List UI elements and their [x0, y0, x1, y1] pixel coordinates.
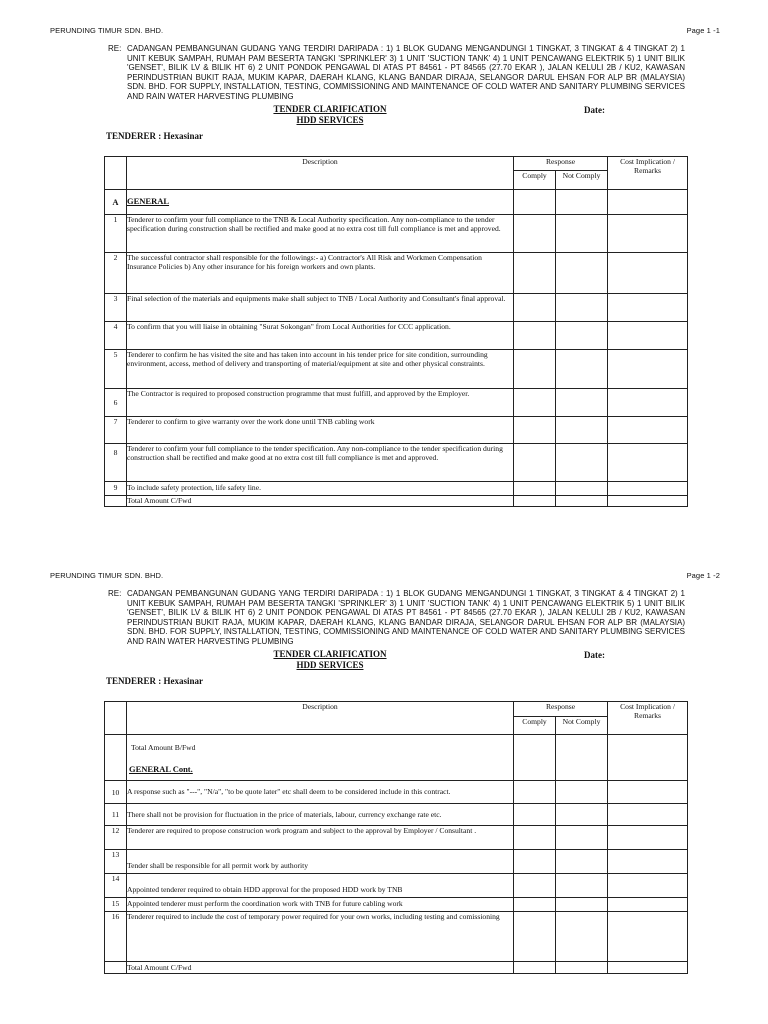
page-number: Page 1 -2	[686, 571, 720, 580]
table-row	[105, 482, 688, 496]
item-number: 6	[105, 389, 127, 417]
not-comply-cell[interactable]	[556, 850, 608, 874]
header-comply: Comply	[514, 171, 556, 190]
total-row	[105, 496, 688, 507]
section-letter: A	[105, 190, 127, 215]
item-description: The Contractor is required to proposed construction programme that must fulfill, and approved by the Employer.	[127, 389, 514, 417]
item-number: 7	[105, 417, 127, 444]
remarks-cell[interactable]	[608, 190, 688, 215]
item-number: 14	[105, 874, 127, 898]
remarks-cell[interactable]	[608, 898, 688, 912]
tenderer-label: TENDERER : Hexasinar	[106, 131, 204, 141]
remarks-cell[interactable]	[608, 389, 688, 417]
clarification-table	[104, 701, 688, 974]
not-comply-cell[interactable]	[556, 190, 608, 215]
table-header-row	[105, 702, 688, 717]
item-description: Appointed tenderer required to obtain HDD approval for the proposed HDD work by TNB	[127, 874, 514, 898]
re-label: RE:	[108, 589, 122, 598]
item-number: 2	[105, 253, 127, 294]
comply-cell[interactable]	[514, 444, 556, 482]
item-description: Tender shall be responsible for all permit work by authority	[127, 850, 514, 874]
header-response: Response	[514, 157, 608, 171]
comply-cell[interactable]	[514, 389, 556, 417]
table-row	[105, 215, 688, 253]
item-number: 11	[105, 804, 127, 826]
table-row	[105, 417, 688, 444]
table-header-row	[105, 157, 688, 171]
not-comply-cell[interactable]	[556, 294, 608, 322]
item-description: Tenderer to confirm your full compliance to the TNB & Local Authority specification. Any non-compliance to the tender specification during construction shall be rectified and make good at no extra cost till full compliance is met and approved.	[127, 215, 514, 253]
header-not-comply: Not Comply	[556, 717, 608, 735]
remarks-cell[interactable]	[608, 735, 688, 781]
table-row	[105, 826, 688, 850]
item-description: To include safety protection, life safety line.	[127, 482, 514, 496]
not-comply-cell[interactable]	[556, 322, 608, 350]
header-cost-implication: Cost Implication / Remarks	[608, 157, 688, 190]
item-description: There shall not be provision for fluctuation in the price of materials, labour, currency exchange rate etc.	[127, 804, 514, 826]
table-row	[105, 253, 688, 294]
comply-cell[interactable]	[514, 962, 556, 974]
total-bfwd-label: Total Amount B/Fwd	[131, 743, 196, 752]
remarks-cell[interactable]	[608, 215, 688, 253]
not-comply-cell[interactable]	[556, 253, 608, 294]
item-number: 8	[105, 444, 127, 482]
page-number: Page 1 -1	[686, 26, 720, 35]
item-description: A response such as "---", "N/a", "to be quote later" etc shall deem to be considered include in this contract.	[127, 781, 514, 804]
not-comply-cell[interactable]	[556, 215, 608, 253]
item-number: 16	[105, 912, 127, 962]
item-number: 3	[105, 294, 127, 322]
item-description: Tenderer to confirm to give warranty over the work done until TNB cabling work	[127, 417, 514, 444]
not-comply-cell[interactable]	[556, 874, 608, 898]
comply-cell[interactable]	[514, 294, 556, 322]
item-description: Appointed tenderer must perform the coordination work with TNB for future cabling work	[127, 898, 514, 912]
comply-cell[interactable]	[514, 190, 556, 215]
remarks-cell[interactable]	[608, 482, 688, 496]
header-description: Description	[127, 702, 514, 735]
remarks-cell[interactable]	[608, 826, 688, 850]
item-description: The successful contractor shall responsible for the followings:- a) Contractor's All Risk and Workmen Compensation Insurance Policies b) Any other insurance for his foreign workers and own plants.	[127, 253, 514, 294]
header-description: Description	[127, 157, 514, 190]
item-number: 5	[105, 350, 127, 389]
header-not-comply: Not Comply	[556, 171, 608, 190]
comply-cell[interactable]	[514, 804, 556, 826]
not-comply-cell[interactable]	[556, 735, 608, 781]
not-comply-cell[interactable]	[556, 389, 608, 417]
remarks-cell[interactable]	[608, 294, 688, 322]
re-label: RE:	[108, 44, 122, 53]
item-number: 1	[105, 215, 127, 253]
section-title: GENERAL	[127, 196, 170, 207]
table-row	[105, 781, 688, 804]
item-number: 9	[105, 482, 127, 496]
not-comply-cell[interactable]	[556, 898, 608, 912]
not-comply-cell[interactable]	[556, 962, 608, 974]
date-label: Date:	[584, 650, 605, 660]
comply-cell[interactable]	[514, 482, 556, 496]
table-row	[105, 294, 688, 322]
tenderer-label: TENDERER : Hexasinar	[106, 676, 204, 686]
remarks-cell[interactable]	[608, 350, 688, 389]
company-name: PERUNDING TIMUR SDN. BHD.	[50, 26, 164, 35]
not-comply-cell[interactable]	[556, 444, 608, 482]
comply-cell[interactable]	[514, 496, 556, 507]
document-title: TENDER CLARIFICATION	[273, 104, 387, 114]
remarks-cell[interactable]	[608, 417, 688, 444]
document-title: TENDER CLARIFICATION	[273, 649, 387, 659]
item-description: Tenderer are required to propose construcion work program and subject to the approval by Employer / Consultant .	[127, 826, 514, 850]
table-row	[105, 850, 688, 874]
comply-cell[interactable]	[514, 898, 556, 912]
remarks-cell[interactable]	[608, 912, 688, 962]
comply-cell[interactable]	[514, 912, 556, 962]
re-description: CADANGAN PEMBANGUNAN GUDANG YANG TERDIRI DARIPADA : 1) 1 BLOK GUDANG MENGANDUNGI 1 TINGKAT, 3 TINGKAT & 4 TINGKAT 2) 1 UNIT KEBUK SAMPAH, RUMAH PAM BESERTA TANGKI 'SPRINKLER' 3) 1 UNIT 'SUCTION TANK' 4) 1 UNIT PENCAWANG ELEKTRIK 5) 1 UNIT BILIK 'GENSET', BILIK LV & BILIK HT 6) 2 UNIT PONDOK PENGAWAL DI ATAS PT 84561 - PT 84565 (27.70 EKAR ), JALAN KELULI 2B / KU2, KAWASAN PERINDUSTRIAN BUKIT RAJA, MUKIM KAPAR, DAERAH KLANG, KLANG BANDAR DIRAJA, SELANGOR DARUL EHSAN FOR ALP BR (MALAYSIA) SDN. BHD. FOR SUPPLY, INSTALLATION, TESTING, COMMISSIONING AND MAINTENANCE OF COLD WATER AND SANITARY PLUMBING SERVICES AND RAIN WATER HARVESTING PLUMBING	[127, 589, 685, 646]
comply-cell[interactable]	[514, 417, 556, 444]
comply-cell[interactable]	[514, 322, 556, 350]
comply-cell[interactable]	[514, 874, 556, 898]
item-number: 10	[105, 781, 127, 804]
remarks-cell[interactable]	[608, 962, 688, 974]
section-title: GENERAL Cont.	[129, 764, 193, 775]
table-row	[105, 322, 688, 350]
total-cfwd-label: Total Amount C/Fwd	[127, 496, 514, 507]
table-row	[105, 804, 688, 826]
clarification-table	[104, 156, 688, 507]
comply-cell[interactable]	[514, 215, 556, 253]
date-label: Date:	[584, 105, 605, 115]
item-description: Tenderer required to include the cost of temporary power required for your own works, including testing and comissioning	[127, 912, 514, 962]
remarks-cell[interactable]	[608, 496, 688, 507]
bfwd-row	[105, 735, 688, 781]
table-row	[105, 898, 688, 912]
not-comply-cell[interactable]	[556, 912, 608, 962]
remarks-cell[interactable]	[608, 850, 688, 874]
item-description: Final selection of the materials and equipments make shall subject to TNB / Local Authority and Consultant's final approval.	[127, 294, 514, 322]
not-comply-cell[interactable]	[556, 417, 608, 444]
remarks-cell[interactable]	[608, 781, 688, 804]
remarks-cell[interactable]	[608, 804, 688, 826]
document-subtitle: HDD SERVICES	[296, 115, 364, 125]
header-comply: Comply	[514, 717, 556, 735]
not-comply-cell[interactable]	[556, 482, 608, 496]
table-row	[105, 912, 688, 962]
re-description: CADANGAN PEMBANGUNAN GUDANG YANG TERDIRI DARIPADA : 1) 1 BLOK GUDANG MENGANDUNGI 1 TINGKAT, 3 TINGKAT & 4 TINGKAT 2) 1 UNIT KEBUK SAMPAH, RUMAH PAM BESERTA TANGKI 'SPRINKLER' 3) 1 UNIT 'SUCTION TANK' 4) 1 UNIT PENCAWANG ELEKTRIK 5) 1 UNIT BILIK 'GENSET', BILIK LV & BILIK HT 6) 2 UNIT PONDOK PENGAWAL DI ATAS PT 84561 - PT 84565 (27.70 EKAR ), JALAN KELULI 2B / KU2, KAWASAN PERINDUSTRIAN BUKIT RAJA, MUKIM KAPAR, DAERAH KLANG, KLANG BANDAR DIRAJA, SELANGOR DARUL EHSAN FOR ALP BR (MALAYSIA) SDN. BHD. FOR SUPPLY, INSTALLATION, TESTING, COMMISSIONING AND MAINTENANCE OF COLD WATER AND SANITARY PLUMBING SERVICES AND RAIN WATER HARVESTING PLUMBING	[127, 44, 685, 101]
company-name: PERUNDING TIMUR SDN. BHD.	[50, 571, 164, 580]
remarks-cell[interactable]	[608, 444, 688, 482]
comply-cell[interactable]	[514, 781, 556, 804]
not-comply-cell[interactable]	[556, 804, 608, 826]
comply-cell[interactable]	[514, 350, 556, 389]
item-description: To confirm that you will liaise in obtaining "Surat Sokongan" from Local Authorities for CCC application.	[127, 322, 514, 350]
table-row	[105, 350, 688, 389]
item-description: Tenderer to confirm he has visited the site and has taken into account in his tender price for site condition, surrounding environment, access, method of delivery and transporting of material/equipment at site and other physical constraints.	[127, 350, 514, 389]
table-row	[105, 444, 688, 482]
document-subtitle: HDD SERVICES	[296, 660, 364, 670]
item-number: 15	[105, 898, 127, 912]
comply-cell[interactable]	[514, 850, 556, 874]
total-cfwd-label: Total Amount C/Fwd	[127, 962, 514, 974]
remarks-cell[interactable]	[608, 253, 688, 294]
item-number: 13	[105, 850, 127, 874]
table-row	[105, 874, 688, 898]
table-row	[105, 389, 688, 417]
item-number: 4	[105, 322, 127, 350]
total-row	[105, 962, 688, 974]
remarks-cell[interactable]	[608, 874, 688, 898]
header-cost-implication: Cost Implication / Remarks	[608, 702, 688, 735]
not-comply-cell[interactable]	[556, 781, 608, 804]
item-description: Tenderer to confirm your full compliance to the tender specification. Any non-compliance to the tender specification during construction shall be rectified and make good at no extra cost till full compliance is met and approved.	[127, 444, 514, 482]
not-comply-cell[interactable]	[556, 350, 608, 389]
comply-cell[interactable]	[514, 735, 556, 781]
comply-cell[interactable]	[514, 826, 556, 850]
item-number: 12	[105, 826, 127, 850]
not-comply-cell[interactable]	[556, 496, 608, 507]
header-response: Response	[514, 702, 608, 717]
remarks-cell[interactable]	[608, 322, 688, 350]
not-comply-cell[interactable]	[556, 826, 608, 850]
comply-cell[interactable]	[514, 253, 556, 294]
section-row	[105, 190, 688, 215]
